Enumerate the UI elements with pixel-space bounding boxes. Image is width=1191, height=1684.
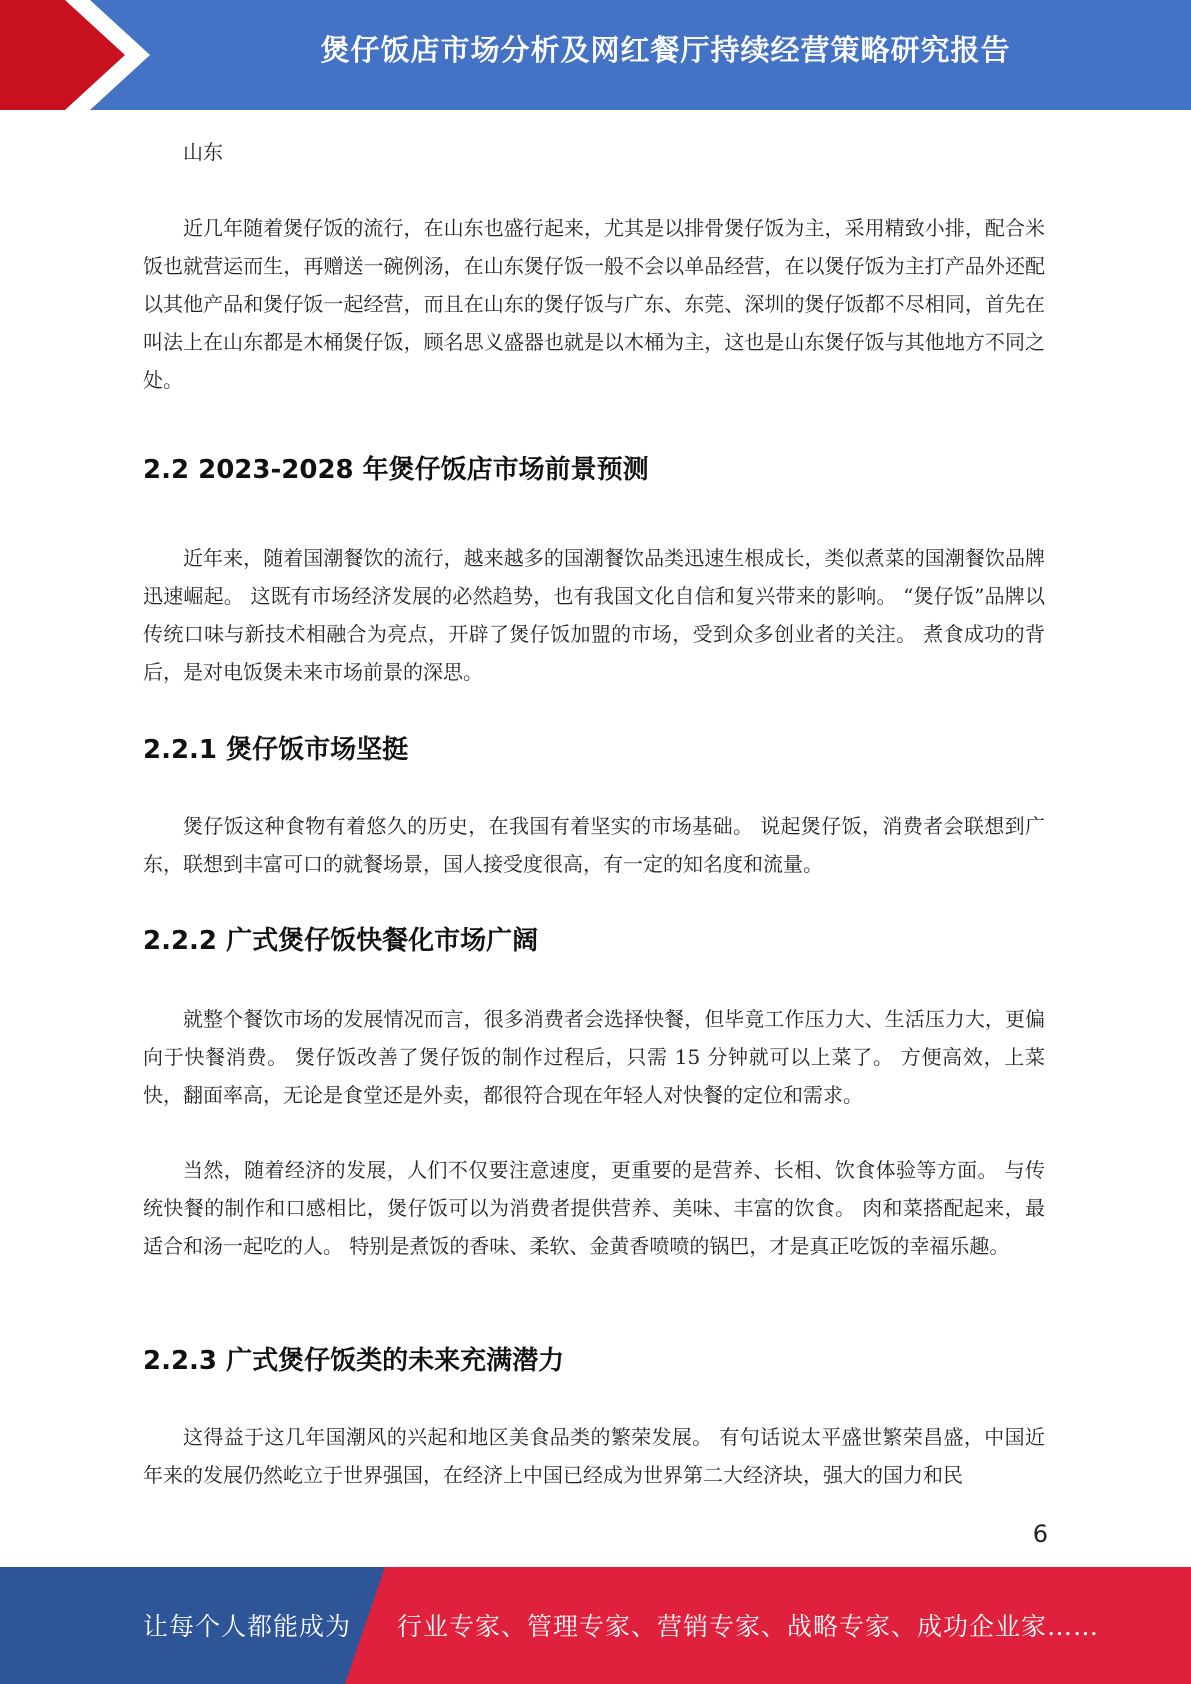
paragraph-nutrition: 当然，随着经济的发展，人们不仅要注意速度，更重要的是营养、长相、饮食体验等方面。 与传统快餐的制作和口感相比，煲仔饭可以为消费者提供营养、美味、丰富的饮食。 肉和菜搭配起来，最适合和汤一起吃的人。 特别是煮饭的香味、柔软、金黄香喷喷的锅巴，才是真正吃饭的幸福乐趣。 <box>143 1158 1045 1258</box>
page-header <box>0 0 1191 110</box>
paragraph-shandong: 近几年随着煲仔饭的流行，在山东也盛行起来，尤其是以排骨煲仔饭为主，采用精致小排，配合米饭也就营运而生，再赠送一碗例汤，在山东煲仔饭一般不会以单品经营，在以煲仔饭为主打产品外还配以其他产品和煲仔饭一起经营，而且在山东的煲仔饭与广东、东莞、深圳的煲仔饭都不尽相同，首先在叫法上在山东都是木桶煲仔饭，顾名思义盛器也就是以木桶为主，这也是山东煲仔饭与其他地方不同之处。 <box>143 216 1045 392</box>
section-heading-2-2: 2.2 2023-2028 年煲仔饭店市场前景预测 <box>143 455 649 485</box>
paragraph-future-potential: 这得益于这几年国潮风的兴起和地区美食品类的繁荣发展。 有句话说太平盛世繁荣昌盛，中国近年来的发展仍然屹立于世界强国，在经济上中国已经成为世界第二大经济块，强大的国力和民 <box>143 1425 1045 1487</box>
paragraph-market-outlook: 近年来，随着国潮餐饮的流行，越来越多的国潮餐饮品类迅速生根成长，类似煮菜的国潮餐饮品牌迅速崛起。 这既有市场经济发展的必然趋势，也有我国文化自信和复兴带来的影响。 “煲仔饭”品牌以传统口味与新技术相融合为亮点，开辟了煲仔饭加盟的市场，受到众多创业者的关注。 煮食成功的背后，是对电饭煲未来市场前景的深思。 <box>143 546 1045 684</box>
section-heading-2-2-1: 2.2.1 煲仔饭市场坚挺 <box>143 735 409 765</box>
footer-slogan-right: 行业专家、管理专家、营销专家、战略专家、成功企业家…… <box>397 1612 1100 1641</box>
page-number: 6 <box>1032 1520 1048 1548</box>
page-footer <box>0 1567 1191 1684</box>
paragraph-region: 山东 <box>183 140 223 164</box>
section-heading-2-2-3: 2.2.3 广式煲仔饭类的未来充满潜力 <box>143 1346 565 1376</box>
paragraph-fast-food: 就整个餐饮市场的发展情况而言，很多消费者会选择快餐，但毕竟工作压力大、生活压力大，更偏向于快餐消费。 煲仔饭改善了煲仔饭的制作过程后，只需 15 分钟就可以上菜了。 方便高效，上菜快，翻面率高，无论是食堂还是外卖，都很符合现在年轻人对快餐的定位和需求。 <box>143 1007 1045 1107</box>
footer-slogan-left: 让每个人都能成为 <box>143 1612 352 1641</box>
report-title: 煲仔饭店市场分析及网红餐厅持续经营策略研究报告 <box>320 33 1011 67</box>
paragraph-market-strong: 煲仔饭这种食物有着悠久的历史，在我国有着坚实的市场基础。 说起煲仔饭，消费者会联想到广东，联想到丰富可口的就餐场景，国人接受度很高，有一定的知名度和流量。 <box>143 814 1045 876</box>
section-heading-2-2-2: 2.2.2 广式煲仔饭快餐化市场广阔 <box>143 926 539 956</box>
